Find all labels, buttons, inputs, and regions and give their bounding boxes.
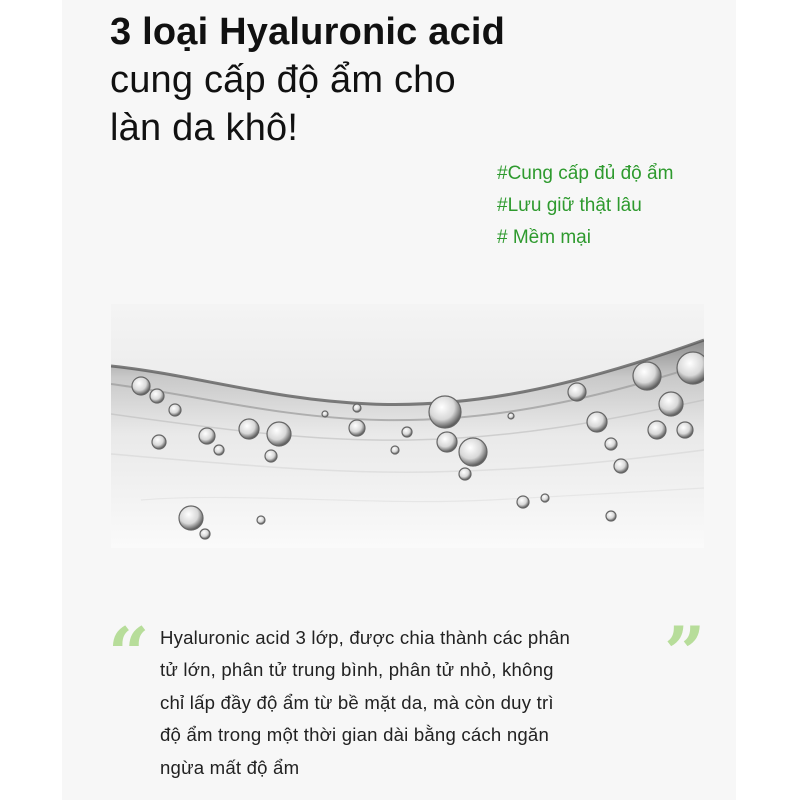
quote-line: Hyaluronic acid 3 lớp, được chia thành các phân [160, 627, 571, 648]
hashtag-item: # Mềm mại [497, 227, 591, 248]
headline [110, 8, 710, 152]
quote-line: chỉ lấp đầy độ ẩm từ bề mặt da, mà còn duy trì [160, 691, 554, 713]
quote-line: ngừa mất độ ẩm [160, 756, 300, 778]
headline-line-1: 3 loại Hyaluronic acid [110, 11, 506, 53]
hashtag-item: #Lưu giữ thật lâu [497, 195, 642, 216]
water-surface-illustration [111, 304, 704, 548]
headline-line-3: làn da khô! [110, 107, 299, 149]
quote-close-mark: ” [664, 610, 706, 695]
headline-line-2: cung cấp độ ẩm cho [110, 59, 456, 101]
water-bubbles-image [111, 304, 704, 548]
quote-line: tử lớn, phân tử trung bình, phân tử nhỏ, không [160, 659, 554, 681]
quote-line: độ ẩm trong một thời gian dài bằng cách ngăn [160, 724, 549, 746]
quote-text [160, 622, 660, 784]
quote-open-mark: “ [108, 611, 150, 696]
hashtag-list [497, 158, 673, 254]
hashtag-item: #Cung cấp đủ độ ẩm [497, 163, 674, 184]
